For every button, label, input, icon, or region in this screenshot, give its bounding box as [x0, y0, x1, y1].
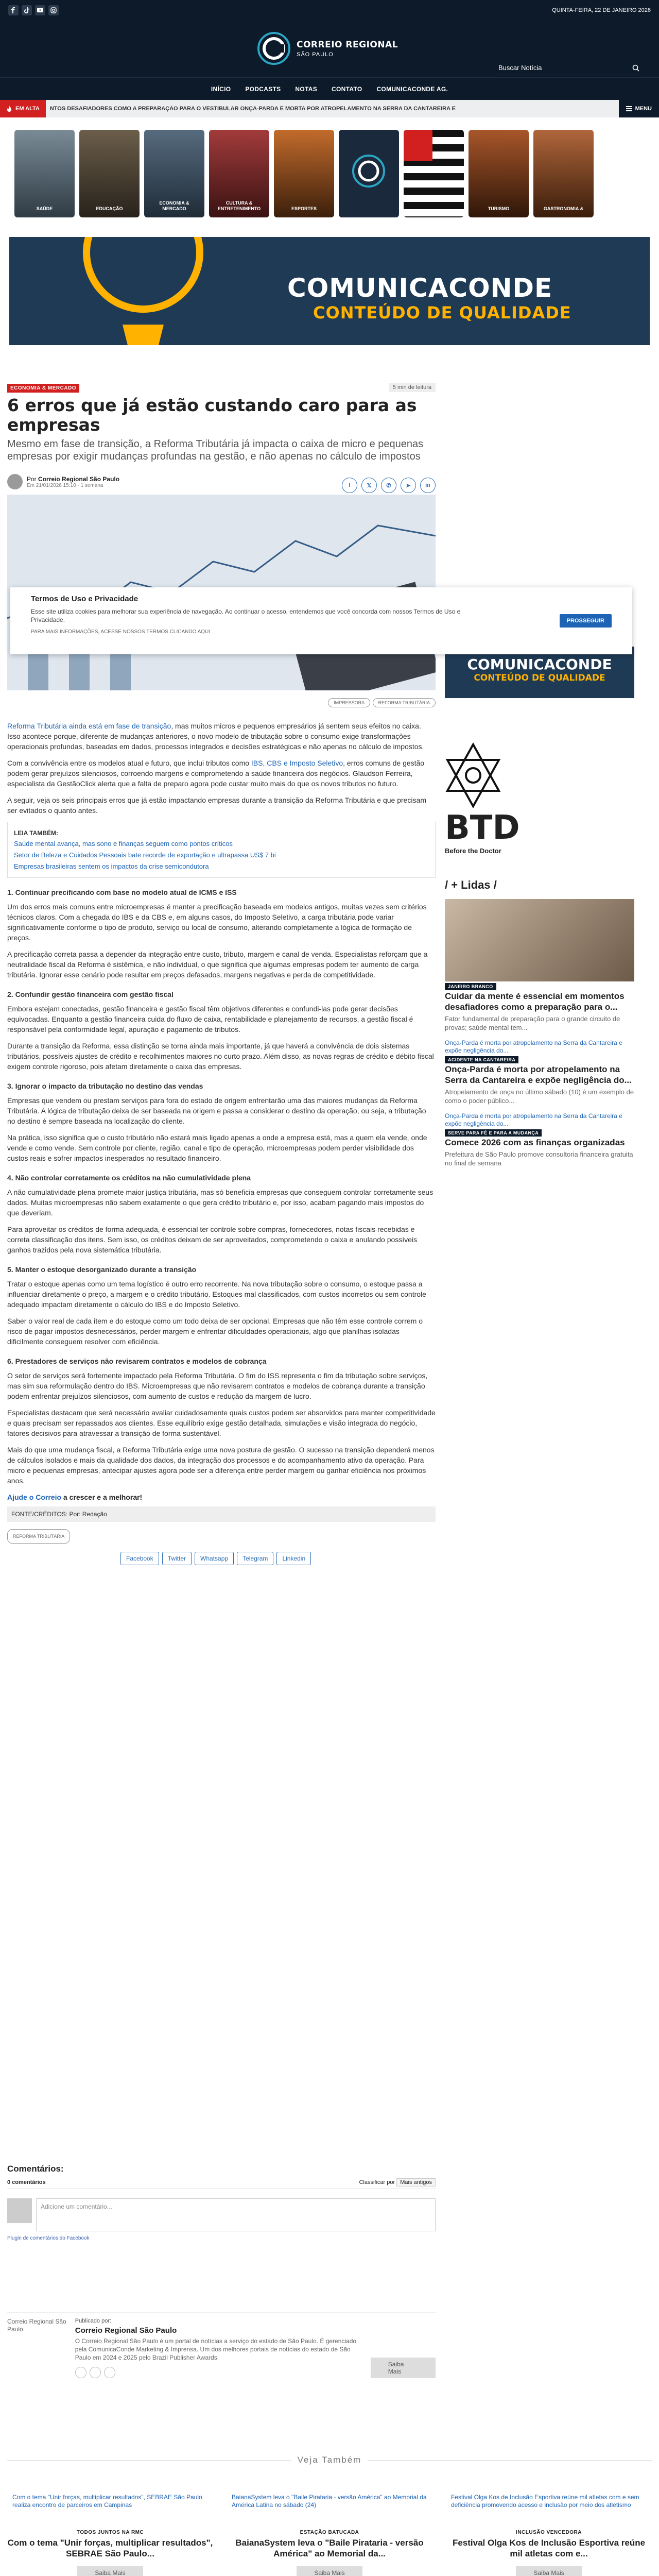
- related-tag: INCLUSÃO VENCEDORA: [516, 2530, 582, 2535]
- related-posts: [7, 2455, 652, 2576]
- related-link[interactable]: Saúde mental avança, mas sono e finanças seguem como pontos críticos: [14, 840, 233, 848]
- article-tag[interactable]: REFORMA TRIBUTÁRIA: [7, 1529, 70, 1544]
- category-tile-gastronomia[interactable]: GASTRONOMIA &: [533, 130, 594, 217]
- article-subtitle: Mesmo em fase de transição, a Reforma Tributária já impacta o caixa de micro e pequenas empresas por exigir mudanças profundas na gestão, e não apenas no cálculo de impostos: [7, 438, 424, 462]
- most-read-title: / + Lidas /: [445, 878, 497, 891]
- category-tile-saude[interactable]: SAÚDE: [14, 130, 75, 217]
- article-date: Em 21/01/2026 15:10: [27, 482, 76, 488]
- author-saiba-mais[interactable]: Saiba Mais: [371, 2358, 436, 2378]
- most-read-item[interactable]: Onça-Parda é morta por atropelamento na Serra da Cantareira e expõe negligência do... SERVE PARA FÉ E PARA A MUDANÇA Comece 2026 com as finanças organizadas Prefeitura de São Paulo promove consultoria financeira gratuita no final de semana: [445, 1112, 634, 1167]
- most-read-image: [445, 899, 634, 981]
- section-heading: 3. Ignorar o impacto da tributação no destino das vendas: [7, 1082, 203, 1090]
- banner-title: COMUNICACONDE: [287, 273, 553, 303]
- category-tile-cultura[interactable]: CULTURA & ENTRETENIMENTO: [209, 130, 269, 217]
- trending-label: EM ALTA: [0, 100, 46, 117]
- author-name[interactable]: Correio Regional São Paulo: [38, 475, 120, 483]
- related-saiba-mais[interactable]: Saiba Mais: [516, 2566, 581, 2576]
- related-grid: [7, 2492, 652, 2576]
- banner-subtitle: CONTEÚDO DE QUALIDADE: [313, 303, 571, 323]
- source-credits: FONTE/CRÉDITOS: Por: Redação: [7, 1506, 436, 1522]
- related-title[interactable]: BaianaSystem leva o "Baile Pirataria - versão América" ao Memorial da...: [235, 2538, 424, 2558]
- top-bar: [0, 0, 659, 21]
- youtube-icon[interactable]: [104, 2367, 115, 2378]
- whatsapp-share-icon[interactable]: ✆: [381, 478, 396, 493]
- section-paragraph: A não cumulatividade plena promete maior justiça tributária, mas só beneficia empresas que conseguem controlar corretamente seus dados. Muitas microempresas não sabem exatamente o que gera crédito tributário e, por isso, acabam pagando mais impostos do que deveriam.: [7, 1188, 433, 1217]
- comments-section: Comentários: 0 comentários Classificar por Mais antigos Adicione um comentário... Plugin de comentários do Facebook: [7, 2164, 436, 2241]
- section-heading: 5. Manter o estoque desorganizado durante a transição: [7, 1265, 197, 1274]
- section-paragraph: Especialistas destacam que será necessário avaliar cuidadosamente quais custos podem ser absorvidos para manter competitividade e quais precisam ser repassados aos clientes. Esse equilíbrio exige gestão detalhada, simulações e visão integrada do negócio, fatores decisivos para atravessar a transição de forma sustentável.: [7, 1409, 436, 1437]
- article-ago: 1 semana: [80, 482, 103, 488]
- facebook-plugin-link[interactable]: Plugin de comentários do Facebook: [7, 2235, 90, 2241]
- telegram-share-icon[interactable]: ➤: [401, 478, 416, 493]
- section-paragraph: Empresas que vendem ou prestam serviços para fora do estado de origem enfrentarão uma das maiores mudanças da Reforma Tributária. A lógica de tributação deixa de ser baseada na origem e passa a considerar o destino da operação, ou seja, a tributação no destino é sempre baseada na localização do cliente.: [7, 1096, 426, 1125]
- instagram-icon[interactable]: [90, 2367, 101, 2378]
- comment-count: 0 comentários: [7, 2179, 46, 2185]
- related-image-alt: Com o tema "Unir forças, multiplicar resultados", SEBRAE São Paulo realiza encontro de parceiros em Campinas: [7, 2492, 213, 2528]
- most-read: [445, 878, 634, 1167]
- article-category[interactable]: ECONOMIA & MERCADO: [7, 384, 79, 393]
- related-title[interactable]: Com o tema "Unir forças, multiplicar resultados", SEBRAE São Paulo...: [7, 2538, 213, 2558]
- most-read-item[interactable]: JANEIRO BRANCO Cuidar da mente é essencial em momentos desafiadores como a preparação para o... Fator fundamental de preparação para o grande circuito de provas; saúde mental tem...: [445, 899, 634, 1032]
- related-card[interactable]: [7, 2492, 213, 2576]
- site-header: [0, 21, 659, 77]
- image-tag[interactable]: IMPRESSORA: [328, 698, 370, 707]
- sort-select[interactable]: Mais antigos: [396, 2178, 436, 2187]
- category-tiles: [0, 117, 659, 217]
- cookie-accept-button[interactable]: PROSSEGUIR: [560, 614, 612, 628]
- main-nav: [0, 77, 659, 100]
- comment-input[interactable]: Adicione um comentário...: [36, 2198, 436, 2231]
- linkedin-share-icon[interactable]: in: [420, 478, 436, 493]
- facebook-icon[interactable]: [75, 2367, 86, 2378]
- cookie-message: Esse site utiliza cookies para melhorar sua experiência de navegação. Ao continuar o acesso, entendemos que você concorda com nossos Termos de Uso e Privacidade.: [31, 608, 461, 623]
- comunicaconde-banner[interactable]: [9, 237, 650, 345]
- related-links: LEIA TAMBÉM: Saúde mental avança, mas sono e finanças seguem como pontos críticos Setor de Beleza e Cuidados Pessoais bate recorde de exportação e ultrapassa US$ 7 bi Empresas brasileiras sentem os impactos da crise semicondutora: [7, 822, 436, 878]
- hamburger-icon: [626, 106, 632, 111]
- section-paragraph: Tratar o estoque apenas como um tema logístico é outro erro recorrente. Na nova tributação sobre o consumo, o estoque passa a influenciar diretamente o preço, a margem e o crédito tributário. Estoques mal classificados, com custos incorretos ou sem controle adequado impactam diretamente o cálculo do IBS e do Imposto Seletivo.: [7, 1280, 426, 1309]
- sidebar-ad[interactable]: COMUNICACONDE CONTEÚDO DE QUALIDADE: [445, 647, 634, 698]
- twitter-button[interactable]: Twitter: [162, 1552, 192, 1565]
- search-input[interactable]: [498, 61, 639, 75]
- category-tile-brand[interactable]: [339, 130, 399, 217]
- most-read-item[interactable]: Onça-Parda é morta por atropelamento na Serra da Cantareira e expõe negligência do... ACIDENTE NA CANTAREIRA Onça-Parda é morta por atropelamento na Serra da Cantareira e expõe negligência do... Atropelamento de onça no último sábado (10) é um exemplo de como o poder público...: [445, 1039, 634, 1105]
- logo-emblem-icon: [257, 32, 290, 65]
- section-paragraph: Na prática, isso significa que o custo tributário não estará mais ligado apenas a onde a empresa está, mas a quem ela vende, onde vende e como vende. Sem controle por cliente, região, canal e tipo de operação, microempresas podem perder visibilidade dos custos reais e sofrer impactos inesperados no resultado financeiro.: [7, 1133, 427, 1162]
- brand-region: SÃO PAULO: [297, 51, 334, 58]
- share-icons: [342, 478, 436, 493]
- related-card[interactable]: [446, 2492, 652, 2576]
- cookie-terms-link[interactable]: PARA MAIS INFORMAÇÕES, ACESSE NOSSOS TERMOS CLICANDO AQUI: [31, 629, 211, 635]
- linkedin-button[interactable]: Linkedin: [276, 1552, 311, 1565]
- site-logo[interactable]: [257, 32, 398, 65]
- byline: Por Correio Regional São Paulo Em 21/01/2026 15:10 · 1 semana: [7, 474, 436, 489]
- category-tile-educacao[interactable]: EDUCAÇÃO: [79, 130, 140, 217]
- section-paragraph: Saber o valor real de cada item e do estoque como um todo deixa de ser opcional. Empresas que não têm esse controle correm o risco de pagar impostos desnecessários, perder margem e enfrentar dificuldades operacionais, algo que planilhas isoladas dificilmente conseguem resolver com eficiência.: [7, 1317, 423, 1346]
- related-link[interactable]: Setor de Beleza e Cuidados Pessoais bate recorde de exportação e ultrapassa US$ 7 bi: [14, 851, 276, 859]
- category-tile-esportes[interactable]: ESPORTES: [274, 130, 334, 217]
- related-image-alt: Festival Olga Kos de Inclusão Esportiva reúne mil atletas com e sem deficiência promovendo acesso e inclusão por meio dos atletismo: [446, 2492, 652, 2528]
- search-placeholder: Buscar Notícia: [498, 64, 542, 72]
- article-link[interactable]: Reforma Tributária ainda está em fase de transição: [7, 722, 171, 730]
- facebook-icon[interactable]: [8, 5, 19, 15]
- category-tile-sp-flag[interactable]: [404, 130, 464, 217]
- author-box: Correio Regional São Paulo Publicado por: Correio Regional São Paulo O Correio Regional São Paulo é um portal de notícias a serviço do estado de São Paulo. É gerenciado pela ComunicaConde Marketing & Imprensa. Um dos melhores portais de notícias do estado de São Paulo em 2024 e 2025 pelo Brazil Publisher Awards. Saiba Mais: [7, 2312, 436, 2378]
- section-paragraph: Embora estejam conectadas, gestão financeira e gestão fiscal têm objetivos diferentes e confundi-las pode gerar decisões equivocadas. Enquanto a gestão financeira cuida do fluxo de caixa, rentabilidade e planejamento de recursos, a gestão fiscal é responsável pela conformidade legal, apuração e pagamento de tributos.: [7, 1005, 413, 1033]
- image-tag[interactable]: REFORMA TRIBUTÁRIA: [373, 698, 436, 707]
- nav-item-contato[interactable]: CONTATO: [332, 85, 362, 93]
- social-links: [8, 5, 59, 15]
- lightbulb-icon: [25, 237, 262, 345]
- trending-ticker: [0, 100, 659, 117]
- menu-button[interactable]: MENU: [619, 100, 659, 117]
- broken-image-alt: Onça-Parda é morta por atropelamento na Serra da Cantareira e expõe negligência do...: [445, 1112, 622, 1127]
- article: [7, 383, 436, 1565]
- btd-logo-icon: [445, 742, 501, 809]
- related-card[interactable]: [227, 2492, 432, 2576]
- article-sections: [7, 887, 436, 1486]
- article-body: Reforma Tributária ainda está em fase de transição, mas muitos micros e pequenos empresários já sentem seus efeitos no caixa. Isso acontece porque, diferente de mudanças anteriores, o novo modelo de tributação sobre o consumo exige transformações operacionais profundas, baseadas em dados, processos integrados e decisões estratégicas e não apenas no cálculo de impostos. Com a convivência entre os modelos atual e futuro, que inclui tributos como IBS, CBS e Imposto Seletivo, erros comuns de gestão podem gerar prejuízos silenciosos, corroendo margens e comprometendo a saúde financeira dos negócios. Glaudson Ferreira, especialista da GestãoClick alerta que a falta de preparo agora pode custar muito mais do que os novos tributos no futuro. A seguir, veja os seis principais erros que já estão impactando empresas durante a transição da Reforma Tributária e que precisam ser evitados o quanto antes. LEIA TAMBÉM: Saúde mental avança, mas sono e finanças seguem como pontos críticos Setor de Beleza e Cuidados Pessoais bate recorde de exportação e ultrapassa US$ 7 bi Empresas brasileiras sentem os impactos da crise semicondutora 1. Continuar precificando com base no modelo atual de ICMS e ISS Um dos erros mais comuns entre microempresas é manter a precificação baseada em modelos antigos, muitas vezes sem critérios técnicos claros. Com a chegada do IBS e da CBS e, em alguns casos, do Imposto Seletivo, a carga tributária pode variar significativamente conforme o tipo de produto, serviço ou local de consumo, alterando completamente a lógica de formação de preços. A precificação correta passa a depender da integração entre custo, tributo, margem e canal de venda. Especialistas reforçam que a neutralidade fiscal da Reforma é sistêmica, e não individual, o que significa que algumas empresas podem ter aumento de carga tributária. Ignorar esse cenário pode resultar em preços defasados, margens negativas e perda de competitividade. 2. Confundir gestão financeira com gestão fiscal Embora estejam conectadas, gestão financeira e gestão fiscal têm objetivos diferentes e confundi-las pode gerar decisões equivocadas. Enquanto a gestão financeira cuida do fluxo de caixa, rentabilidade e planejamento de recursos, a gestão fiscal é responsável pela conformidade legal, apuração e pagamento de tributos. Durante a transição da Reforma, essa distinção se torna ainda mais importante, já que haverá a convivência de dois sistemas tributários, possíveis ajustes de crédito e recolhimentos maiores no curto prazo. Além disso, as novas regras de crédito e débito fiscal exigem controle rigoroso, pois afetam diretamente o caixa das empresas. 3. Ignorar o impacto da tributação no destino das vendas Empresas que vendem ou prestam serviços para fora do estado de origem enfrentarão uma das maiores mudanças da Reforma Tributária. A lógica de tributação deixa de ser baseada na origem e passa a considerar o destino da operação, ou seja, a tributação no destino é sempre baseada na localização do cliente. Na prática, isso significa que o custo tributário não estará mais ligado apenas a onde a empresa está, mas a quem ela vende, onde vende e como vende. Sem controle por cliente, região, canal e tipo de operação, microempresas podem perder visibilidade dos custos reais e sofrer impactos inesperados no resultado financeiro. 4. Não controlar corretamente os créditos na não cumulatividade plena A não cumulatividade plena promete maior justiça tributária, mas só beneficia empresas que conseguem controlar corretamente seus dados. Muitas microempresas não sabem exatamente o que gera crédito tributário e, por isso, acabam pagando mais impostos do que deveriam. Para aproveitar os créditos de forma adequada, é essencial ter controle sobre compras, fornecedores, notas fiscais recebidas e correta classificação dos itens. Sem isso, os créditos deixam de ser aproveitados, comprometendo o caixa e anulando possíveis ganhos trazidos pela nova sistemática tributária. 5. Manter o estoque desorganizado durante a transição Tratar o estoque apenas como um tema logístico é outro erro recorrente. Na nova tributação sobre o consumo, o estoque passa a influenciar diretamente o preço, a margem e o crédito tributário. Estoques mal classificados, com custos incorretos ou sem controle adequado impactam diretamente o cálculo do IBS e do Imposto Seletivo. Saber o valor real de cada item e do estoque como um todo deixa de ser opcional. Empresas que não têm esse controle correm o risco de pagar impostos desnecessários, perder margem e enfrentar dificuldades operacionais, algo que planilhas isoladas dificilmente conseguem resolver com eficiência. 6. Prestadores de serviços não revisarem contratos e modelos de cobrança O setor de serviços será fortemente impactado pela Reforma Tributária. O fim do ISS representa o fim da tributação sobre serviços, mas sim sua reformulação dentro do IBS. Microempresas que não revisarem contratos e modelos de cobrança durante a transição podem enfrentar prejuízos silenciosos, com aumento de custos e redução da margem de lucro. Especialistas destacam que será necessário avaliar cuidadosamente quais custos podem ser absorvidos para manter competitividade e quais precisam ser repassados aos clientes. Esse equilíbrio exige gestão detalhada, simulações e visão integrada do negócio, fatores decisivos para atravessar a transição de forma sustentável. Mais do que uma mudança fiscal, a Reforma Tributária exige uma nova postura de gestão. O sucesso na transição dependerá menos de cálculos isolados e mais da qualidade dos dados, da integração dos processos e do acompanhamento ativo da operação. Para micro e pequenas empresas, antecipar ajustes agora pode ser a diferença entre perder margem ou ganhar eficiência nos próximos anos. Ajude o Correio a crescer e a melhorar! FONTE/CRÉDITOS: Por: Redação REFORMA TRIBUTÁRIA: [7, 721, 436, 1544]
- comments-title: Comentários:: [7, 2164, 64, 2174]
- section-paragraph: Mais do que uma mudança fiscal, a Reforma Tributária exige uma nova postura de gestão. O sucesso na transição dependerá menos de cálculos isolados e mais da qualidade dos dados, da integração dos processos e do acompanhamento ativo da operação. Para micro e pequenas empresas, antecipar ajustes agora pode ser a diferença entre perder margem ou ganhar eficiência nos próximos anos.: [7, 1446, 435, 1485]
- read-time: 5 min de leitura: [389, 383, 436, 392]
- article-link[interactable]: IBS, CBS e Imposto Seletivo: [251, 759, 343, 767]
- category-tile-turismo[interactable]: TURISMO: [469, 130, 529, 217]
- related-saiba-mais[interactable]: Saiba Mais: [77, 2566, 143, 2576]
- related-tag: ESTAÇÃO BATUCADA: [300, 2530, 359, 2535]
- tiktok-icon[interactable]: [22, 5, 32, 15]
- section-paragraph: A precificação correta passa a depender da integração entre custo, tributo, margem e canal de venda. Especialistas reforçam que a neutralidade fiscal da Reforma é sistêmica, e não individual, o que significa que algumas empresas podem ter aumento de carga tributária. Ignorar esse cenário pode resultar em preços defasados, margens negativas e perda de competitividade.: [7, 950, 428, 979]
- section-heading: 4. Não controlar corretamente os créditos na não cumulatividade plena: [7, 1174, 251, 1182]
- nav-item-podcasts[interactable]: PODCASTS: [245, 85, 281, 93]
- instagram-icon[interactable]: [48, 5, 59, 15]
- author-image-alt: Correio Regional São Paulo: [7, 2318, 66, 2333]
- nav-item-inicio[interactable]: INÍCIO: [211, 85, 231, 93]
- sp-flag-icon: [404, 130, 432, 161]
- flame-icon: [6, 106, 12, 112]
- telegram-button[interactable]: Telegram: [237, 1552, 273, 1565]
- section-heading: 1. Continuar precificando com base no modelo atual de ICMS e ISS: [7, 888, 237, 896]
- support-cta: Ajude o Correio a crescer e a melhorar!: [7, 1493, 143, 1501]
- related-tag: TODOS JUNTOS NA RMC: [76, 2530, 144, 2535]
- section-paragraph: Durante a transição da Reforma, essa distinção se torna ainda mais importante, já que haverá a convivência de dois sistemas tributários, possíveis ajustes de crédito e recolhimentos maiores no curto prazo. Além disso, as novas regras de crédito e débito fiscal exigem controle rigoroso, pois afetam diretamente o caixa das empresas.: [7, 1042, 434, 1071]
- cookie-consent: [10, 587, 632, 654]
- share-buttons: [7, 1552, 436, 1565]
- section-paragraph: Um dos erros mais comuns entre microempresas é manter a precificação baseada em modelos antigos, muitas vezes sem critérios técnicos claros. Com a chegada do IBS e da CBS e, em alguns casos, do Imposto Seletivo, a carga tributária pode variar significativamente conforme o tipo de produto, serviço ou local de consumo, alterando completamente a lógica de formação de preços.: [7, 903, 427, 942]
- twitter-share-icon[interactable]: 𝕏: [361, 478, 377, 493]
- broken-image-alt: Onça-Parda é morta por atropelamento na Serra da Cantareira e expõe negligência do...: [445, 1039, 622, 1054]
- section-heading: 6. Prestadores de serviços não revisarem contratos e modelos de cobrança: [7, 1357, 267, 1365]
- image-tags: [7, 698, 436, 707]
- ticker-text[interactable]: NTOS DESAFIADORES COMO A PREPARAÇÃO PARA O VESTIBULAR ONÇA-PARDA É MORTA POR ATROPELAMENTO NA SERRA DA CANTAREIRA E: [49, 106, 456, 112]
- sidebar-btd-ad[interactable]: BTD Before the Doctor: [445, 742, 634, 855]
- brand-name: CORREIO REGIONAL: [297, 39, 398, 50]
- user-avatar: [7, 2198, 32, 2223]
- section-paragraph: O setor de serviços será fortemente impactado pela Reforma Tributária. O fim do ISS representa o fim da tributação sobre serviços, mas sim sua reformulação dentro do IBS. Microempresas que não revisarem contratos e modelos de cobrança durante a transição podem enfrentar prejuízos silenciosos, com aumento de custos e redução da margem de lucro.: [7, 1371, 428, 1400]
- nav-item-comunicaconde[interactable]: COMUNICACONDE AG.: [376, 85, 448, 93]
- section-heading: 2. Confundir gestão financeira com gestão fiscal: [7, 990, 174, 998]
- related-link[interactable]: Empresas brasileiras sentem os impactos da crise semicondutora: [14, 862, 209, 870]
- related-image-alt: BaianaSystem leva o "Baile Pirataria - versão América" ao Memorial da América Latina no sábado (24): [227, 2492, 432, 2528]
- facebook-button[interactable]: Facebook: [120, 1552, 159, 1565]
- facebook-share-icon[interactable]: f: [342, 478, 357, 493]
- cookie-title: Termos de Uso e Privacidade: [31, 595, 138, 603]
- current-date: QUINTA-FEIRA, 22 DE JANEIRO 2026: [552, 7, 651, 13]
- search-icon[interactable]: [632, 64, 639, 72]
- youtube-icon[interactable]: [35, 5, 45, 15]
- author-avatar[interactable]: [7, 474, 23, 489]
- category-tile-economia[interactable]: ECONOMIA & MERCADO: [144, 130, 204, 217]
- article-title: 6 erros que já estão custando caro para as empresas: [7, 395, 417, 435]
- related-saiba-mais[interactable]: Saiba Mais: [297, 2566, 362, 2576]
- related-posts-title: Veja Também: [291, 2455, 368, 2465]
- related-title[interactable]: Festival Olga Kos de Inclusão Esportiva reúne mil atletas com e...: [452, 2538, 646, 2558]
- nav-item-notas[interactable]: NOTAS: [295, 85, 318, 93]
- brand-emblem-icon: [339, 130, 399, 217]
- author-box-name[interactable]: Correio Regional São Paulo: [75, 2326, 177, 2335]
- whatsapp-button[interactable]: Whatsapp: [195, 1552, 234, 1565]
- section-paragraph: Para aproveitar os créditos de forma adequada, é essencial ter controle sobre compras, fornecedores, notas fiscais recebidas e correta classificação dos itens. Sem isso, os créditos deixam de ser aproveitados, comprometendo o caixa e anulando possíveis ganhos trazidos pela nova sistemática tributária.: [7, 1225, 418, 1254]
